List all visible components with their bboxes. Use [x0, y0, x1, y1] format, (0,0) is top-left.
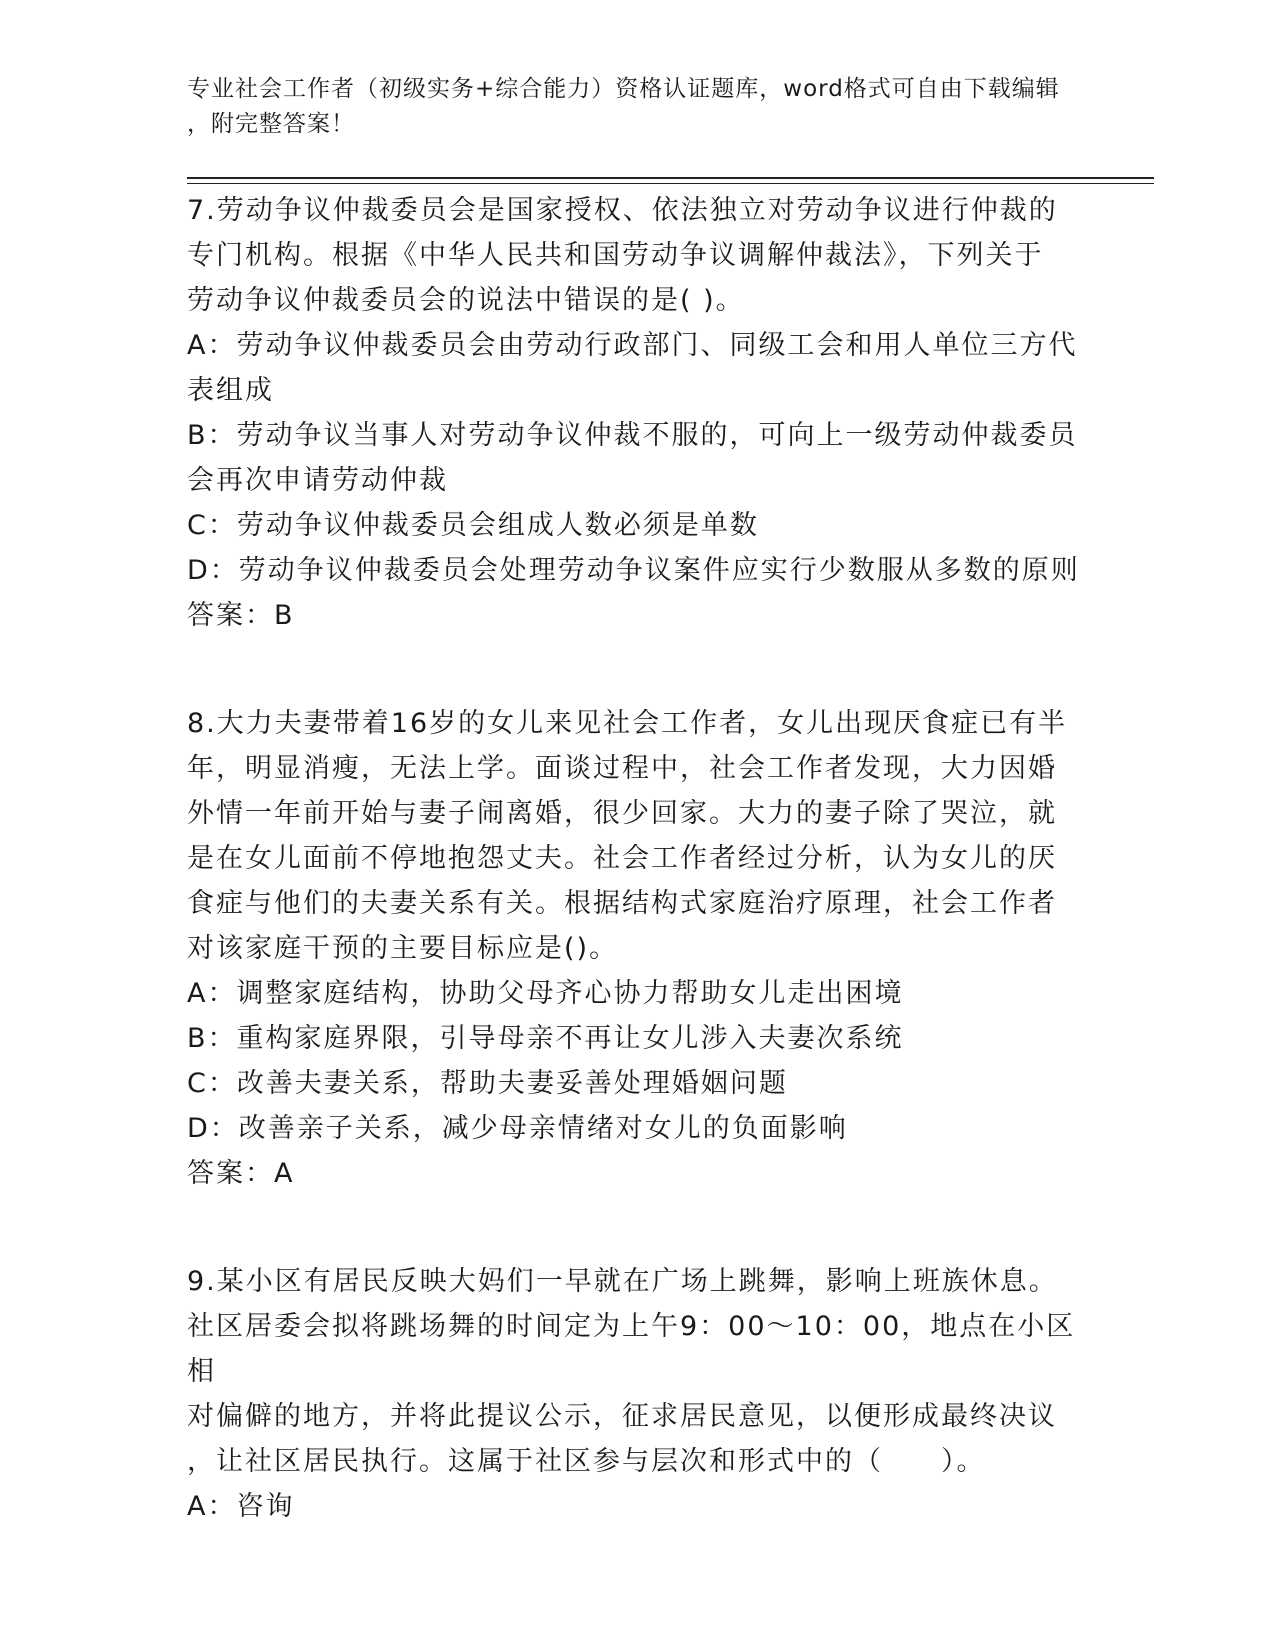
option-d: D：劳动争议仲裁委员会处理劳动争议案件应实行少数服从多数的原则 [187, 555, 1080, 586]
question-list [187, 188, 1087, 1529]
question-7 [187, 188, 1087, 638]
question-stem-line: 专门机构。根据《中华人民共和国劳动争议调解仲裁法》，下列关于 [187, 240, 1044, 271]
question-stem-line: 劳动争议仲裁委员会的说法中错误的是( )。 [187, 285, 745, 316]
question-stem-line: 对偏僻的地方，并将此提议公示，征求居民意见，以便形成最终决议 [187, 1401, 1057, 1432]
option-a: A：咨询 [187, 1491, 295, 1522]
question-9 [187, 1259, 1087, 1529]
header-divider [187, 177, 1154, 179]
question-stem-line: 7.劳动争议仲裁委员会是国家授权、依法独立对劳动争议进行仲裁的 [187, 195, 1058, 226]
option-b: B：劳动争议当事人对劳动争议仲裁不服的，可向上一级劳动仲裁委员 [187, 420, 1078, 451]
question-8 [187, 701, 1087, 1196]
option-a: A：劳动争议仲裁委员会由劳动行政部门、同级工会和用人单位三方代 [187, 330, 1078, 361]
option-b-cont: 会再次申请劳动仲裁 [187, 465, 448, 496]
question-stem-line: ，让社区居民执行。这属于社区参与层次和形式中的（ ）。 [187, 1446, 986, 1477]
question-spacer [187, 638, 1087, 701]
question-stem-line: 是在女儿面前不停地抱怨丈夫。社会工作者经过分析，认为女儿的厌 [187, 843, 1057, 874]
question-stem-line: 年，明显消瘦，无法上学。面谈过程中，社会工作者发现，大力因婚 [187, 753, 1057, 784]
option-d: D：改善亲子关系，减少母亲情绪对女儿的负面影响 [187, 1113, 848, 1144]
option-b: B：重构家庭界限，引导母亲不再让女儿涉入夫妻次系统 [187, 1023, 904, 1054]
option-c: C：改善夫妻关系，帮助夫妻妥善处理婚姻问题 [187, 1068, 788, 1099]
page-header [187, 72, 1087, 142]
answer-line: 答案：B [187, 600, 295, 631]
header-divider-thin [187, 183, 1154, 184]
question-stem-line: 社区居委会拟将跳场舞的时间定为上午9：00～10：00，地点在小区相 [187, 1311, 1076, 1387]
header-line: 专业社会工作者（初级实务+综合能力）资格认证题库，word格式可自由下载编辑 [187, 76, 1060, 102]
question-stem-line: 9.某小区有居民反映大妈们一早就在广场上跳舞，影响上班族休息。 [187, 1266, 1058, 1297]
option-a-cont: 表组成 [187, 375, 274, 406]
question-spacer [187, 1196, 1087, 1259]
question-stem-line: 外情一年前开始与妻子闹离婚，很少回家。大力的妻子除了哭泣，就 [187, 798, 1057, 829]
option-a: A：调整家庭结构，协助父母齐心协力帮助女儿走出困境 [187, 978, 904, 1009]
question-stem-line: 对该家庭干预的主要目标应是()。 [187, 933, 619, 964]
option-c: C：劳动争议仲裁委员会组成人数必须是单数 [187, 510, 759, 541]
question-stem-line: 8.大力夫妻带着16岁的女儿来见社会工作者，女儿出现厌食症已有半 [187, 708, 1068, 739]
question-stem-line: 食症与他们的夫妻关系有关。根据结构式家庭治疗原理，社会工作者 [187, 888, 1057, 919]
header-line: ，附完整答案！ [187, 111, 355, 137]
answer-line: 答案：A [187, 1158, 295, 1189]
